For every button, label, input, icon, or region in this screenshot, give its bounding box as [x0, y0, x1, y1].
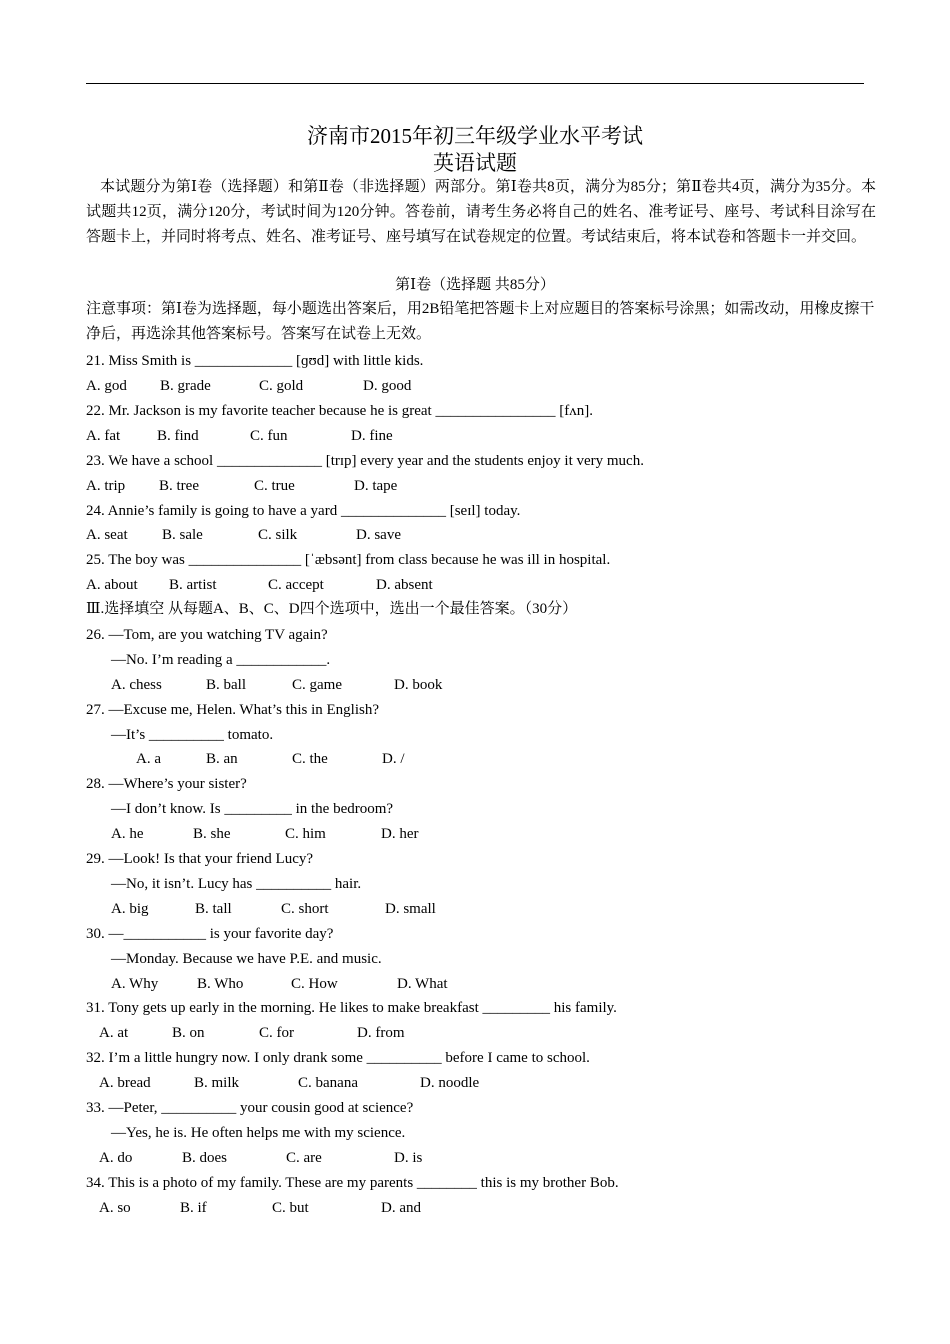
- question-33-reply: —Yes, he is. He often helps me with my science.: [111, 1125, 406, 1141]
- question-24-stem: 24. Annie’s family is going to have a yard ______________ [seɪl] today.: [86, 503, 521, 519]
- section-heading: 第Ⅰ卷（选择题 共85分）: [395, 277, 555, 293]
- question-27-stem: 27. —Excuse me, Helen. What’s this in English?: [86, 702, 380, 718]
- option-b[interactable]: B. grade: [160, 378, 211, 394]
- top-rule: [86, 83, 864, 84]
- question-28-stem: 28. —Where’s your sister?: [86, 776, 247, 792]
- option-c[interactable]: C. How: [291, 976, 338, 992]
- option-a[interactable]: A. god: [86, 378, 127, 394]
- question-27-options: [136, 749, 405, 769]
- question-31-options: [99, 1023, 405, 1043]
- option-b[interactable]: B. tall: [195, 901, 232, 917]
- question-34-options: [99, 1198, 421, 1218]
- option-d[interactable]: D. good: [363, 378, 412, 394]
- option-b[interactable]: B. on: [172, 1025, 205, 1041]
- question-25-options: [86, 575, 433, 595]
- option-d[interactable]: D. is: [394, 1150, 423, 1166]
- question-22-options: [86, 426, 393, 446]
- option-d[interactable]: D. absent: [376, 577, 433, 593]
- option-d[interactable]: D. from: [357, 1025, 405, 1041]
- question-33-options: [99, 1148, 422, 1168]
- question-30-stem: 30. —___________ is your favorite day?: [86, 926, 334, 942]
- question-21-options: [86, 376, 411, 396]
- option-c[interactable]: C. short: [281, 901, 329, 917]
- question-30-options: [111, 974, 448, 994]
- option-b[interactable]: B. sale: [162, 527, 203, 543]
- option-a[interactable]: A. so: [99, 1200, 131, 1216]
- option-a[interactable]: A. big: [111, 901, 149, 917]
- option-d[interactable]: D. tape: [354, 478, 398, 494]
- question-26-options: [111, 675, 442, 695]
- option-c[interactable]: C. gold: [259, 378, 304, 394]
- option-c[interactable]: C. banana: [298, 1075, 358, 1091]
- question-26-stem: 26. —Tom, are you watching TV again?: [86, 627, 328, 643]
- option-a[interactable]: A. about: [86, 577, 138, 593]
- option-c[interactable]: C. the: [292, 751, 328, 767]
- notice-paragraph: 注意事项：第Ⅰ卷为选择题，每小题选出答案后，用2B铅笔把答题卡上对应题目的答案标号涂黑；如需改动，用橡皮擦干净后，再选涂其他答案标号。答案写在试卷上无效。: [86, 301, 875, 342]
- option-b[interactable]: B. artist: [169, 577, 217, 593]
- option-a[interactable]: A. chess: [111, 677, 162, 693]
- option-a[interactable]: A. do: [99, 1150, 133, 1166]
- question-23-options: [86, 476, 397, 496]
- part-3-heading: Ⅲ.选择填空 从每题A、B、C、D四个选项中，选出一个最佳答案。（30分）: [86, 601, 578, 617]
- option-b[interactable]: B. an: [206, 751, 238, 767]
- option-c[interactable]: C. accept: [268, 577, 324, 593]
- option-d[interactable]: D. save: [356, 527, 401, 543]
- option-c[interactable]: C. but: [272, 1200, 309, 1216]
- exam-subtitle: 英语试题: [433, 151, 517, 175]
- option-b[interactable]: B. Who: [197, 976, 244, 992]
- question-31-stem: 31. Tony gets up early in the morning. He likes to make breakfast _________ his family.: [86, 1000, 617, 1016]
- question-23-stem: 23. We have a school ______________ [trɪp] every year and the students enjoy it very much.: [86, 453, 644, 469]
- option-a[interactable]: A. Why: [111, 976, 159, 992]
- option-b[interactable]: B. tree: [159, 478, 199, 494]
- question-28-options: [111, 824, 419, 844]
- option-a[interactable]: A. he: [111, 826, 144, 842]
- question-22-stem: 22. Mr. Jackson is my favorite teacher because he is great ________________ [fʌn].: [86, 403, 593, 419]
- option-d[interactable]: D. her: [381, 826, 419, 842]
- question-26-reply: —No. I’m reading a ____________.: [111, 652, 331, 668]
- question-32-stem: 32. I’m a little hungry now. I only drank some __________ before I came to school.: [86, 1050, 590, 1066]
- option-c[interactable]: C. for: [259, 1025, 294, 1041]
- option-c[interactable]: C. are: [286, 1150, 322, 1166]
- option-d[interactable]: D. /: [382, 751, 405, 767]
- option-a[interactable]: A. fat: [86, 428, 121, 444]
- question-28-reply: —I don’t know. Is _________ in the bedroom?: [111, 801, 394, 817]
- option-a[interactable]: A. bread: [99, 1075, 151, 1091]
- exam-title: 济南市2015年初三年级学业水平考试: [307, 124, 643, 148]
- question-30-reply: —Monday. Because we have P.E. and music.: [111, 951, 382, 967]
- question-29-stem: 29. —Look! Is that your friend Lucy?: [86, 851, 314, 867]
- option-a[interactable]: A. a: [136, 751, 161, 767]
- option-c[interactable]: C. fun: [250, 428, 288, 444]
- option-b[interactable]: B. she: [193, 826, 231, 842]
- option-c[interactable]: C. true: [254, 478, 295, 494]
- question-29-reply: —No, it isn’t. Lucy has __________ hair.: [111, 876, 362, 892]
- option-d[interactable]: D. and: [381, 1200, 421, 1216]
- question-25-stem: 25. The boy was _______________ [ˈæbsənt] from class because he was ill in hospital.: [86, 552, 611, 568]
- option-d[interactable]: D. small: [385, 901, 436, 917]
- question-33-stem: 33. —Peter, __________ your cousin good at science?: [86, 1100, 414, 1116]
- question-24-options: [86, 525, 401, 545]
- option-b[interactable]: B. find: [157, 428, 199, 444]
- option-c[interactable]: C. silk: [258, 527, 298, 543]
- question-29-options: [111, 899, 436, 919]
- option-b[interactable]: B. milk: [194, 1075, 240, 1091]
- intro-paragraph: 本试题分为第Ⅰ卷（选择题）和第Ⅱ卷（非选择题）两部分。第Ⅰ卷共8页，满分为85分；第Ⅱ卷共4页，满分为35分。本试题共12页，满分120分，考试时间为120分钟。答卷前，请考生务必将自己的姓名、准考证号、座号、考试科目涂写在答题卡上，并同时将考点、姓名、准考证号、座号填写在试卷规定的位置。考试结束后，将本试卷和答题卡一并交回。: [86, 179, 876, 245]
- option-d[interactable]: D. book: [394, 677, 443, 693]
- question-34-stem: 34. This is a photo of my family. These are my parents ________ this is my brother Bob.: [86, 1175, 619, 1191]
- question-27-reply: —It’s __________ tomato.: [111, 727, 274, 743]
- option-c[interactable]: C. game: [292, 677, 342, 693]
- option-c[interactable]: C. him: [285, 826, 326, 842]
- option-b[interactable]: B. does: [182, 1150, 227, 1166]
- option-a[interactable]: A. at: [99, 1025, 129, 1041]
- option-d[interactable]: D. What: [397, 976, 448, 992]
- option-a[interactable]: A. trip: [86, 478, 126, 494]
- option-a[interactable]: A. seat: [86, 527, 128, 543]
- question-21-stem: 21. Miss Smith is _____________ [ɡʊd] with little kids.: [86, 353, 424, 369]
- option-d[interactable]: D. noodle: [420, 1075, 480, 1091]
- question-32-options: [99, 1073, 479, 1093]
- option-b[interactable]: B. if: [180, 1200, 207, 1216]
- option-d[interactable]: D. fine: [351, 428, 393, 444]
- option-b[interactable]: B. ball: [206, 677, 246, 693]
